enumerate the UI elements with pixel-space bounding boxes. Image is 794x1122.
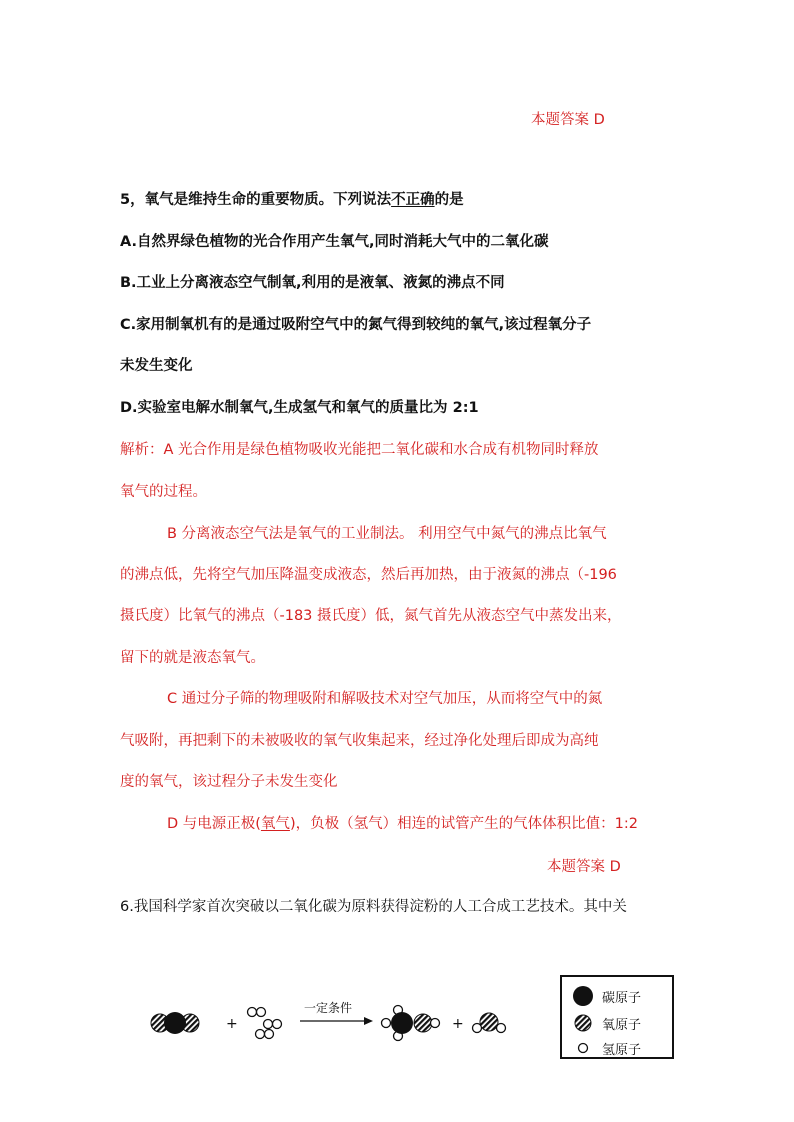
- legend-hydrogen: [572, 1037, 641, 1059]
- analysis-c-line-3: 度的氧气，该过程分子未发生变化: [120, 774, 338, 790]
- option-c-line-2: 未发生变化: [120, 358, 193, 374]
- option-c-line-1: C.家用制氧机有的是通过吸附空气中的氮气得到较纯的氧气,该过程氧分子: [120, 317, 592, 333]
- legend-carbon-label: 碳原子: [602, 990, 642, 1006]
- plus-sign-2: +: [452, 1016, 464, 1032]
- legend-oxygen: [572, 1012, 641, 1034]
- question-6-stem: 6.我国科学家首次突破以二氧化碳为原料获得淀粉的人工合成工艺技术。其中关: [120, 899, 627, 915]
- h2-molecules: [248, 1008, 282, 1039]
- analysis-d-after: )，负极（氢气）相连的试管产生的气体体积比值：1:2: [289, 816, 638, 832]
- ch3oh-molecule: [382, 1006, 440, 1041]
- reaction-arrow: [300, 1017, 373, 1025]
- h2o-molecule: [473, 1013, 506, 1033]
- question-5-stem: [120, 190, 464, 210]
- plus-sign-1: +: [226, 1016, 238, 1032]
- analysis-d: [167, 814, 638, 834]
- oxygen-atom-icon: [572, 1012, 594, 1034]
- analysis-b-line-1: B 分离液态空气法是氧气的工业制法。 利用空气中氮气的沸点比氧气: [167, 526, 607, 542]
- option-a: A.自然界绿色植物的光合作用产生氧气,同时消耗大气中的二氧化碳: [120, 234, 549, 250]
- analysis-a-line-2: 氧气的过程。: [120, 484, 207, 500]
- analysis-b-line-4: 留下的就是液态氧气。: [120, 650, 265, 666]
- analysis-b-line-3: 摄氏度）比氧气的沸点（-183 摄氏度）低，氮气首先从液态空气中蒸发出来，: [120, 608, 622, 624]
- analysis-d-underlined: 氧气: [260, 816, 290, 832]
- answer-top: 本题答案 D: [531, 112, 605, 128]
- option-b: B.工业上分离液态空气制氧,利用的是液氧、液氮的沸点不同: [120, 275, 505, 291]
- analysis-c-line-1: C 通过分子筛的物理吸附和解吸技术对空气加压，从而将空气中的氮: [167, 691, 603, 707]
- legend-carbon: [572, 985, 641, 1007]
- legend-oxygen-label: 氧原子: [602, 1017, 642, 1033]
- option-d: D.实验室电解水制氧气,生成氢气和氧气的质量比为 2:1: [120, 400, 479, 416]
- carbon-atom-icon: [572, 985, 594, 1007]
- legend-hydrogen-label: 氢原子: [602, 1042, 642, 1058]
- analysis-a-line-1: 解析：A 光合作用是绿色植物吸收光能把二氧化碳和水合成有机物同时释放: [120, 442, 599, 458]
- q5-stem-before: 5，氧气是维持生命的重要物质。下列说法: [120, 192, 392, 208]
- analysis-d-before: D 与电源正极(: [167, 816, 261, 832]
- analysis-answer: 本题答案 D: [547, 859, 621, 875]
- arrow-label: 一定条件: [304, 1001, 353, 1015]
- q5-stem-after: 的是: [434, 192, 464, 208]
- analysis-b-line-2: 的沸点低，先将空气加压降温变成液态，然后再加热，由于液氮的沸点（-196: [120, 567, 617, 583]
- hydrogen-atom-icon: [572, 1037, 594, 1059]
- atom-legend: [560, 975, 674, 1059]
- q5-stem-underlined: 不正确: [391, 192, 435, 208]
- co2-molecule: [151, 1012, 199, 1034]
- analysis-c-line-2: 气吸附，再把剩下的未被吸收的氧气收集起来，经过净化处理后即成为高纯: [120, 733, 599, 749]
